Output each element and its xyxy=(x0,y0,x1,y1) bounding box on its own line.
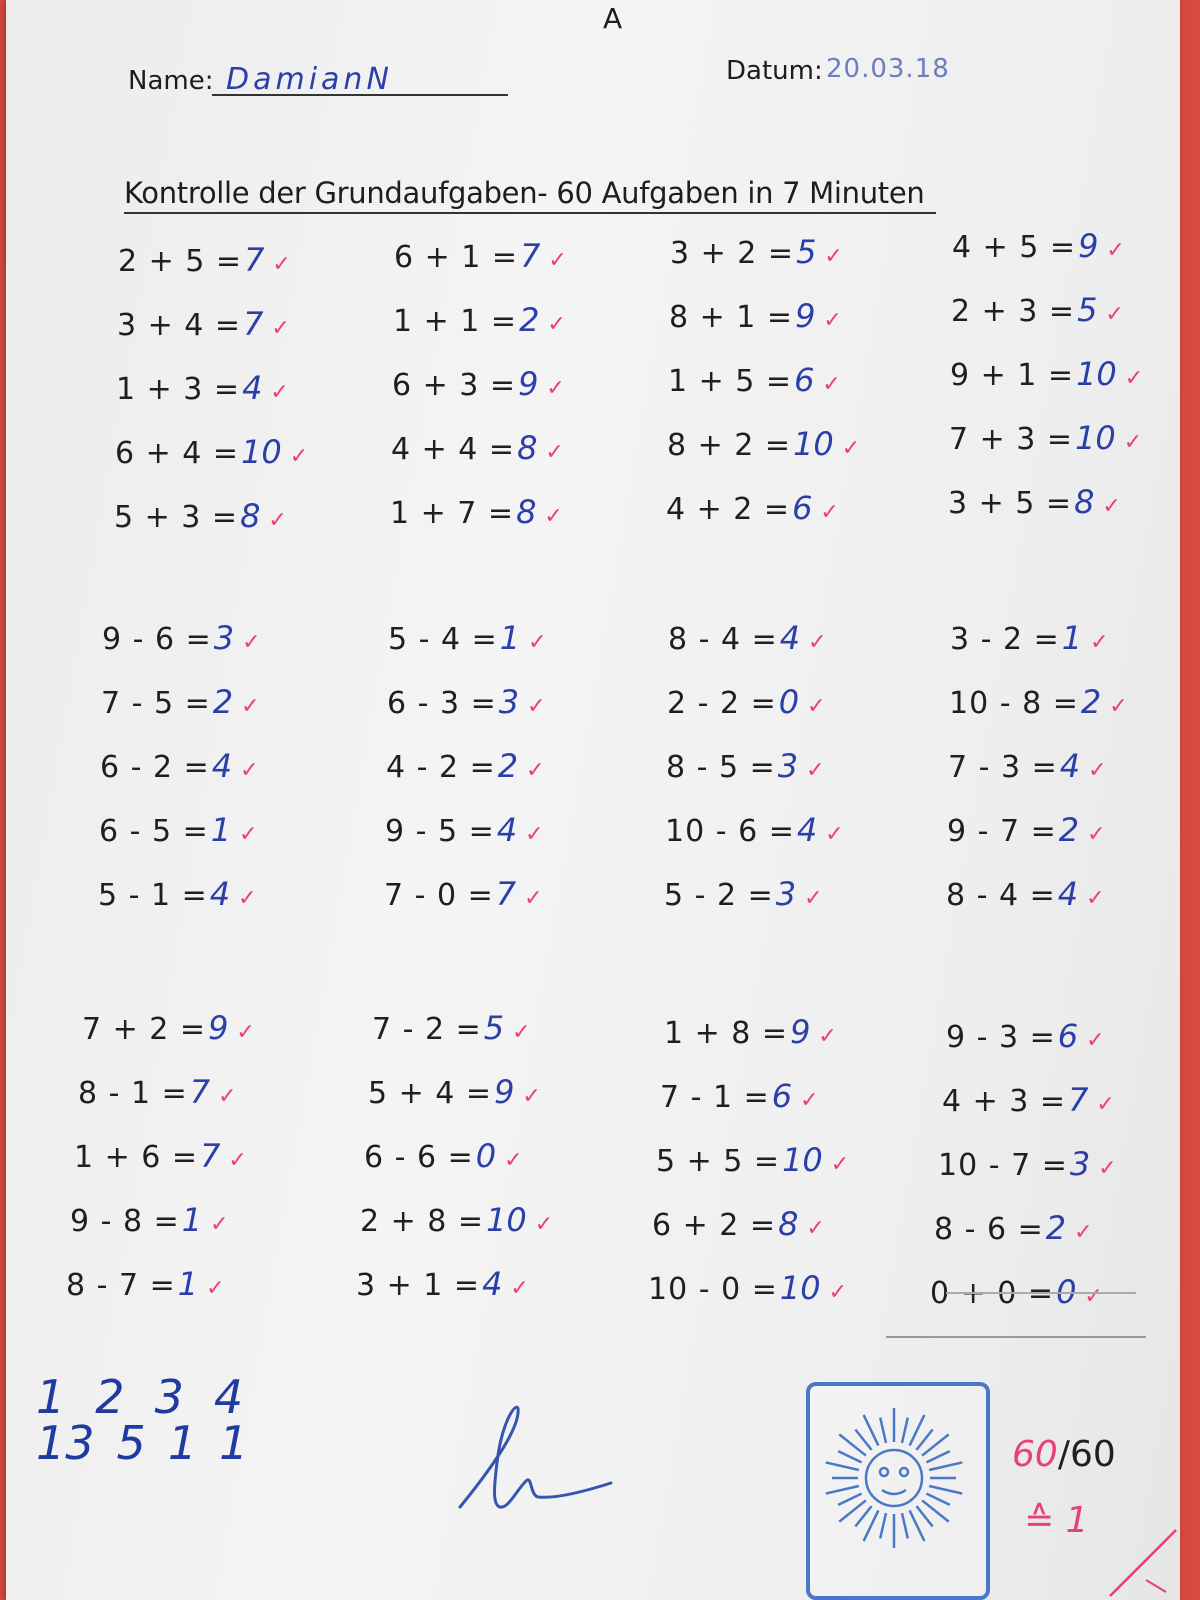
problem-equation: 4 + 2 = xyxy=(666,492,791,527)
problem-answer: 9 xyxy=(795,297,816,335)
problem-equation: 7 - 5 = xyxy=(101,686,211,721)
problem-answer: 4 xyxy=(242,369,263,407)
check-icon: ✓ xyxy=(1106,238,1125,263)
problem-item xyxy=(668,618,827,658)
check-icon: ✓ xyxy=(241,694,260,719)
problem-item xyxy=(102,618,261,658)
problem-equation: 8 + 2 = xyxy=(667,428,792,463)
grade-mark-icon xyxy=(1106,1520,1180,1600)
problem-equation: 3 + 2 = xyxy=(670,236,795,271)
problem-equation: 5 + 3 = xyxy=(114,500,239,535)
problem-item xyxy=(938,1144,1117,1184)
sun-ray xyxy=(880,1418,886,1443)
problem-answer: 9 xyxy=(1078,227,1099,265)
problem-item xyxy=(70,1200,229,1240)
grade: ≙ 1 xyxy=(1024,1500,1089,1541)
check-icon: ✓ xyxy=(1105,302,1124,327)
problem-item xyxy=(101,682,260,722)
problem-answer: 1 xyxy=(1061,619,1083,657)
problem-answer: 3 xyxy=(498,683,520,721)
problem-item xyxy=(360,1200,553,1240)
check-icon: ✓ xyxy=(1123,430,1143,455)
problem-equation: 10 - 8 = xyxy=(949,686,1079,721)
problem-answer: 0 xyxy=(475,1137,497,1175)
check-icon: ✓ xyxy=(239,822,258,847)
check-icon: ✓ xyxy=(1090,630,1109,655)
check-icon: ✓ xyxy=(1102,494,1121,519)
check-icon: ✓ xyxy=(547,312,566,337)
problem-item xyxy=(942,1080,1115,1120)
sun-ray xyxy=(916,1430,932,1450)
problem-item xyxy=(666,746,825,786)
problem-answer: 0 xyxy=(1056,1273,1077,1311)
problem-item xyxy=(946,874,1105,914)
problem-item xyxy=(949,418,1142,458)
check-icon: ✓ xyxy=(510,1276,529,1301)
check-icon: ✓ xyxy=(1109,694,1128,719)
check-icon: ✓ xyxy=(1098,1156,1117,1181)
problem-answer: 2 xyxy=(212,683,234,721)
problem-answer: 3 xyxy=(213,619,235,657)
check-icon: ✓ xyxy=(1087,822,1106,847)
check-icon: ✓ xyxy=(545,440,564,465)
check-icon: ✓ xyxy=(1086,1028,1105,1053)
sun-ray xyxy=(826,1462,859,1470)
sun-ray xyxy=(826,1486,859,1494)
problem-equation: 10 - 7 = xyxy=(938,1148,1068,1183)
problem-equation: 10 - 6 = xyxy=(665,814,795,849)
problem-answer: 2 xyxy=(1058,811,1080,849)
problem-item xyxy=(66,1264,225,1304)
problem-answer: 4 xyxy=(1059,747,1081,785)
problem-answer: 10 xyxy=(782,1141,823,1179)
check-icon: ✓ xyxy=(525,822,544,847)
check-icon: ✓ xyxy=(800,1088,819,1113)
problem-item xyxy=(384,874,543,914)
problem-equation: 2 - 2 = xyxy=(667,686,777,721)
problem-item xyxy=(947,810,1106,850)
check-icon: ✓ xyxy=(828,1280,847,1305)
check-icon: ✓ xyxy=(242,630,261,655)
problem-equation: 1 + 8 = xyxy=(664,1016,789,1051)
check-icon: ✓ xyxy=(268,508,287,533)
problem-item xyxy=(664,1012,837,1052)
problem-answer: 5 xyxy=(796,233,817,271)
problem-equation: 6 - 6 = xyxy=(364,1140,474,1175)
problem-item xyxy=(117,304,290,344)
sun-ray xyxy=(855,1430,871,1450)
check-icon: ✓ xyxy=(534,1212,554,1237)
problem-answer: 9 xyxy=(790,1013,811,1051)
problem-answer: 10 xyxy=(1076,355,1117,393)
check-icon: ✓ xyxy=(1096,1092,1115,1117)
check-icon: ✓ xyxy=(528,630,547,655)
problem-item xyxy=(394,236,567,276)
problem-equation: 9 - 3 = xyxy=(946,1020,1056,1055)
problem-item xyxy=(387,682,546,722)
score-total: /60 xyxy=(1057,1434,1116,1475)
problem-equation: 8 - 4 = xyxy=(668,622,778,657)
problem-answer: 8 xyxy=(517,429,538,467)
problem-equation: 9 - 7 = xyxy=(947,814,1057,849)
check-icon: ✓ xyxy=(825,822,844,847)
check-icon: ✓ xyxy=(236,1020,255,1045)
problem-item xyxy=(99,810,258,850)
problem-item xyxy=(664,874,823,914)
problem-equation: 5 - 4 = xyxy=(388,622,498,657)
problem-answer: 4 xyxy=(496,811,518,849)
check-icon: ✓ xyxy=(830,1152,850,1177)
check-icon: ✓ xyxy=(238,886,257,911)
erased-lines xyxy=(886,1285,1146,1345)
check-icon: ✓ xyxy=(841,436,861,461)
check-icon: ✓ xyxy=(218,1084,237,1109)
check-icon: ✓ xyxy=(524,886,543,911)
name-label: Name: xyxy=(128,66,214,96)
problem-item xyxy=(948,746,1107,786)
check-icon: ✓ xyxy=(504,1148,523,1173)
problem-answer: 3 xyxy=(777,747,799,785)
problem-answer: 5 xyxy=(483,1009,505,1047)
sun-ray xyxy=(916,1506,932,1526)
problem-item xyxy=(74,1136,247,1176)
problem-equation: 0 + 0 = xyxy=(930,1276,1055,1311)
problem-answer: 7 xyxy=(495,875,517,913)
score-got: 60 xyxy=(1012,1434,1058,1475)
problem-equation: 1 + 1 = xyxy=(393,304,518,339)
problem-equation: 5 - 2 = xyxy=(664,878,774,913)
sheet-letter: A xyxy=(603,2,623,35)
problem-answer: 4 xyxy=(211,747,233,785)
problem-answer: 2 xyxy=(497,747,519,785)
check-icon: ✓ xyxy=(206,1276,225,1301)
problem-equation: 6 - 5 = xyxy=(99,814,209,849)
check-icon: ✓ xyxy=(806,1216,825,1241)
check-icon: ✓ xyxy=(807,694,826,719)
sun-ray xyxy=(926,1494,949,1505)
score xyxy=(1012,1434,1116,1475)
problem-answer: 8 xyxy=(516,493,537,531)
problem-item xyxy=(670,232,843,272)
problem-equation: 8 + 1 = xyxy=(669,300,794,335)
problem-answer: 8 xyxy=(778,1205,799,1243)
worksheet xyxy=(6,0,1180,1600)
sun-stamp-icon xyxy=(810,1386,978,1588)
problem-equation: 1 + 7 = xyxy=(390,496,515,531)
problem-item xyxy=(951,290,1124,330)
problem-answer: 4 xyxy=(779,619,801,657)
date-label: Datum: xyxy=(726,56,823,86)
sun-ray xyxy=(902,1418,908,1443)
check-icon: ✓ xyxy=(527,694,546,719)
problem-item xyxy=(392,364,565,404)
problem-equation: 7 - 2 = xyxy=(372,1012,482,1047)
check-icon: ✓ xyxy=(824,244,843,269)
check-icon: ✓ xyxy=(210,1212,229,1237)
problem-item xyxy=(100,746,259,786)
problem-equation: 4 + 3 = xyxy=(942,1084,1067,1119)
check-icon: ✓ xyxy=(818,1024,837,1049)
problem-answer: 4 xyxy=(482,1265,503,1303)
problem-equation: 9 - 5 = xyxy=(385,814,495,849)
problem-equation: 5 - 1 = xyxy=(98,878,208,913)
name-value: DamianN xyxy=(226,62,393,97)
problem-item xyxy=(652,1204,825,1244)
problem-item xyxy=(946,1016,1105,1056)
problem-item xyxy=(385,810,544,850)
problem-equation: 1 + 5 = xyxy=(668,364,793,399)
sun-ray xyxy=(929,1486,962,1494)
problem-item xyxy=(667,424,860,464)
problem-equation: 6 + 4 = xyxy=(115,436,240,471)
problem-equation: 6 - 3 = xyxy=(387,686,497,721)
check-icon: ✓ xyxy=(804,886,823,911)
check-icon: ✓ xyxy=(1086,886,1105,911)
problem-equation: 2 + 3 = xyxy=(951,294,1076,329)
problem-equation: 8 - 5 = xyxy=(666,750,776,785)
problem-item xyxy=(950,354,1143,394)
problem-equation: 4 + 4 = xyxy=(391,432,516,467)
problem-equation: 9 - 8 = xyxy=(70,1204,180,1239)
sun-ray xyxy=(902,1513,908,1538)
tally-top-3: 3 xyxy=(154,1370,184,1424)
problem-item xyxy=(114,496,287,536)
problem-item xyxy=(656,1140,849,1180)
sun-ray xyxy=(880,1513,886,1538)
problem-item xyxy=(372,1008,531,1048)
problem-answer: 4 xyxy=(796,811,818,849)
problem-equation: 1 + 3 = xyxy=(116,372,241,407)
problem-equation: 8 - 6 = xyxy=(934,1212,1044,1247)
problem-equation: 3 + 5 = xyxy=(948,486,1073,521)
problem-answer: 1 xyxy=(181,1201,203,1239)
problem-answer: 9 xyxy=(494,1073,515,1111)
problem-equation: 3 - 2 = xyxy=(950,622,1060,657)
tally-bottom-1: 13 xyxy=(36,1416,95,1470)
problem-answer: 7 xyxy=(244,241,265,279)
problem-answer: 9 xyxy=(208,1009,229,1047)
check-icon: ✓ xyxy=(289,444,309,469)
sun-ray xyxy=(855,1506,871,1526)
problem-item xyxy=(666,488,839,528)
problem-answer: 3 xyxy=(1069,1145,1091,1183)
problem-item xyxy=(391,428,564,468)
problem-equation: 9 + 1 = xyxy=(950,358,1075,393)
problem-answer: 10 xyxy=(486,1201,527,1239)
check-icon: ✓ xyxy=(1088,758,1107,783)
problem-answer: 1 xyxy=(499,619,521,657)
problem-answer: 10 xyxy=(779,1269,821,1307)
problem-item xyxy=(364,1136,523,1176)
sun-ray xyxy=(838,1451,861,1462)
check-icon: ✓ xyxy=(820,500,839,525)
problem-equation: 5 + 5 = xyxy=(656,1144,781,1179)
check-icon: ✓ xyxy=(272,252,291,277)
problem-item xyxy=(98,874,257,914)
problem-item xyxy=(665,810,844,850)
error-tally xyxy=(36,1370,316,1470)
problem-item xyxy=(948,482,1121,522)
problem-equation: 4 + 5 = xyxy=(952,230,1077,265)
problem-item xyxy=(78,1072,237,1112)
problem-answer: 1 xyxy=(210,811,232,849)
check-icon: ✓ xyxy=(240,758,259,783)
problem-answer: 7 xyxy=(243,305,264,343)
problem-item xyxy=(388,618,547,658)
check-icon: ✓ xyxy=(548,248,567,273)
problem-equation: 8 - 1 = xyxy=(78,1076,188,1111)
check-icon: ✓ xyxy=(823,308,842,333)
tally-top-1: 1 xyxy=(36,1370,66,1424)
problem-equation: 7 - 1 = xyxy=(660,1080,770,1115)
problem-equation: 10 - 0 = xyxy=(648,1272,778,1307)
problem-item xyxy=(116,368,289,408)
problem-item xyxy=(118,240,291,280)
problem-item xyxy=(648,1268,847,1308)
problem-equation: 7 + 2 = xyxy=(82,1012,207,1047)
problem-equation: 9 - 6 = xyxy=(102,622,212,657)
problem-item xyxy=(115,432,308,472)
problem-answer: 2 xyxy=(1045,1209,1067,1247)
problem-item xyxy=(949,682,1128,722)
check-icon: ✓ xyxy=(522,1084,541,1109)
problem-answer: 0 xyxy=(778,683,800,721)
tally-bottom-2: 5 xyxy=(116,1416,146,1470)
problem-item xyxy=(393,300,566,340)
problem-answer: 4 xyxy=(209,875,231,913)
problem-equation: 5 + 4 = xyxy=(368,1076,493,1111)
problem-item xyxy=(660,1076,819,1116)
tally-bottom-row xyxy=(36,1416,316,1470)
check-icon: ✓ xyxy=(822,372,841,397)
check-icon: ✓ xyxy=(526,758,545,783)
problem-item xyxy=(390,492,563,532)
problem-answer: 10 xyxy=(1075,419,1116,457)
check-icon: ✓ xyxy=(1084,1284,1103,1309)
check-icon: ✓ xyxy=(270,380,289,405)
tally-top-4: 4 xyxy=(213,1370,244,1424)
problem-answer: 7 xyxy=(1068,1081,1089,1119)
problem-item xyxy=(356,1264,529,1304)
problem-answer: 8 xyxy=(1074,483,1095,521)
problem-item xyxy=(668,360,841,400)
problem-answer: 1 xyxy=(177,1265,199,1303)
problem-answer: 6 xyxy=(794,361,815,399)
problem-equation: 2 + 8 = xyxy=(360,1204,485,1239)
problem-answer: 6 xyxy=(792,489,813,527)
problem-item xyxy=(667,682,826,722)
check-icon: ✓ xyxy=(512,1020,531,1045)
sun-ray xyxy=(926,1451,949,1462)
check-icon: ✓ xyxy=(1074,1220,1093,1245)
sun-ray xyxy=(929,1462,962,1470)
problem-answer: 5 xyxy=(1077,291,1098,329)
check-icon: ✓ xyxy=(228,1148,247,1173)
problem-equation: 2 + 5 = xyxy=(118,244,243,279)
problem-answer: 3 xyxy=(775,875,797,913)
tally-top-2: 2 xyxy=(95,1370,125,1424)
problem-equation: 3 + 4 = xyxy=(117,308,242,343)
problem-answer: 10 xyxy=(241,433,282,471)
check-icon: ✓ xyxy=(808,630,827,655)
problem-answer: 2 xyxy=(519,301,540,339)
teacher-signature-icon xyxy=(446,1395,616,1525)
problem-answer: 2 xyxy=(1080,683,1102,721)
sun-stamp xyxy=(806,1382,990,1600)
problem-answer: 7 xyxy=(520,237,541,275)
problem-equation: 7 + 3 = xyxy=(949,422,1074,457)
problem-answer: 6 xyxy=(1057,1017,1079,1055)
problem-answer: 7 xyxy=(189,1073,211,1111)
check-icon: ✓ xyxy=(1124,366,1144,391)
problem-equation: 7 - 3 = xyxy=(948,750,1058,785)
check-icon: ✓ xyxy=(271,316,290,341)
problem-equation: 3 + 1 = xyxy=(356,1268,481,1303)
problem-answer: 4 xyxy=(1057,875,1079,913)
problem-grid xyxy=(6,0,1180,1600)
problem-equation: 8 - 4 = xyxy=(946,878,1056,913)
problem-equation: 6 + 3 = xyxy=(392,368,517,403)
problem-item xyxy=(950,618,1109,658)
problem-item xyxy=(82,1008,255,1048)
problem-item xyxy=(669,296,842,336)
problem-item xyxy=(386,746,545,786)
worksheet-title: Kontrolle der Grundaufgaben- 60 Aufgaben in 7 Minuten xyxy=(124,176,925,210)
problem-equation: 1 + 6 = xyxy=(74,1140,199,1175)
problem-item xyxy=(368,1072,541,1112)
problem-answer: 10 xyxy=(793,425,834,463)
check-icon: ✓ xyxy=(546,376,565,401)
problem-item xyxy=(952,226,1125,266)
problem-equation: 7 - 0 = xyxy=(384,878,494,913)
problem-answer: 9 xyxy=(518,365,539,403)
problem-equation: 4 - 2 = xyxy=(386,750,496,785)
problem-item xyxy=(934,1208,1093,1248)
problem-equation: 6 - 2 = xyxy=(100,750,210,785)
date-value: 20.03.18 xyxy=(826,54,950,84)
check-icon: ✓ xyxy=(806,758,825,783)
tally-bottom-3: 1 xyxy=(167,1416,198,1470)
problem-equation: 6 + 2 = xyxy=(652,1208,777,1243)
check-icon: ✓ xyxy=(544,504,563,529)
problem-answer: 8 xyxy=(240,497,261,535)
problem-equation: 8 - 7 = xyxy=(66,1268,176,1303)
problem-answer: 7 xyxy=(200,1137,221,1175)
problem-answer: 6 xyxy=(771,1077,793,1115)
tally-bottom-4: 1 xyxy=(219,1416,249,1470)
sun-ray xyxy=(838,1494,861,1505)
problem-equation: 6 + 1 = xyxy=(394,240,519,275)
